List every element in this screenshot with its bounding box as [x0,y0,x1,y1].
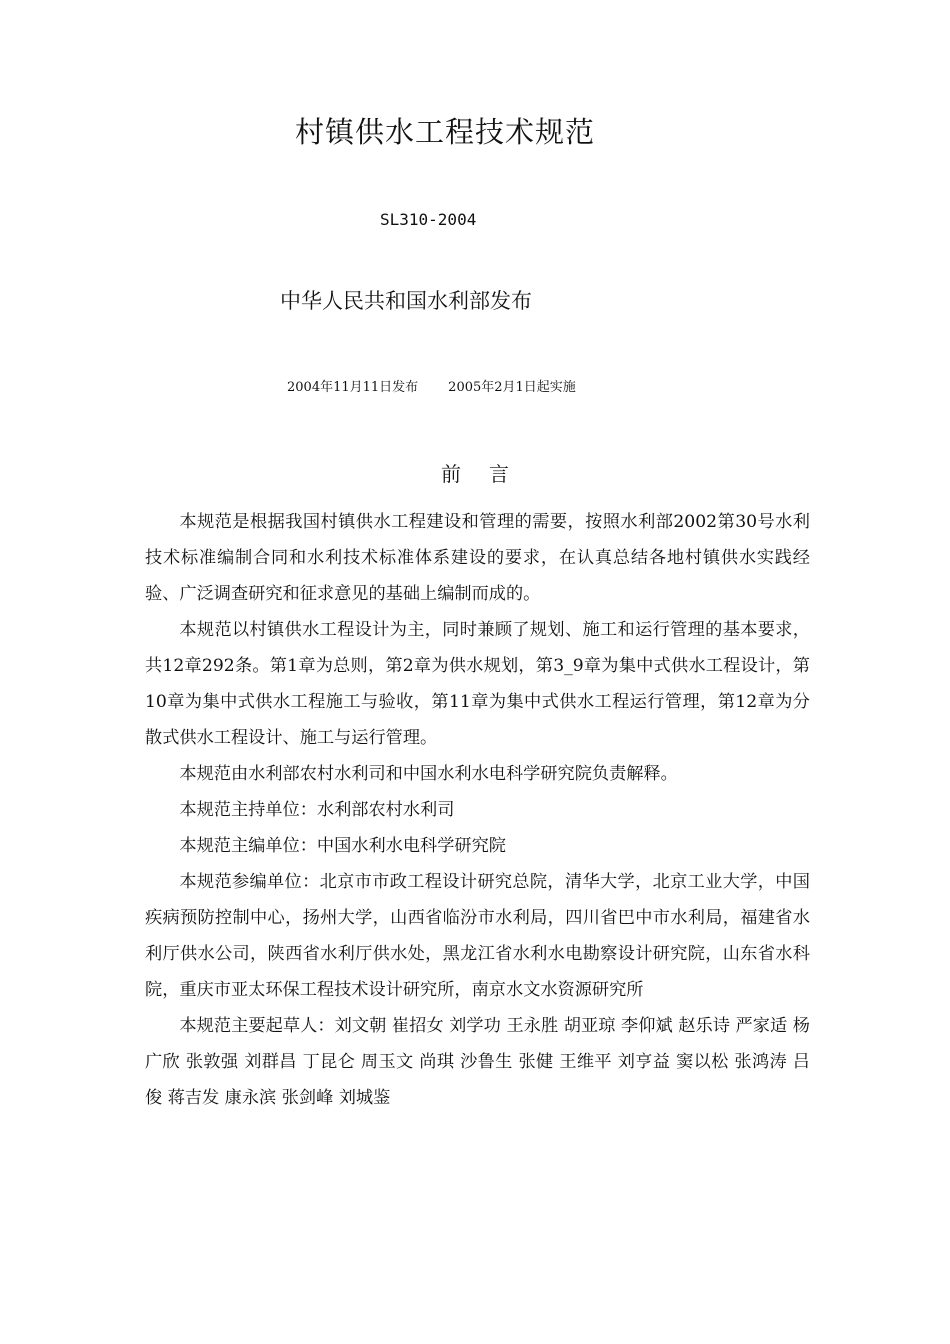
preface-paragraph: 本规范主持单位：水利部农村水利司 [179,800,455,820]
issue-date: 2004年11月11日发布 [287,380,419,395]
preface-paragraph: 本规范参编单位：北京市市政工程设计研究总院，清华大学，北京工业大学，中国疾病预防控制中心，扬州大学，山西省临汾市水利局，四川省巴中市水利局，福建省水利厅供水公司，陕西省水利厅供水处，黑龙江省水利水电勘察设计研究院，山东省水科院，重庆市亚太环保工程技术设计研究所，南京水文水资源研究所 [145,872,810,1000]
standard-code: SL310-2004 [380,210,477,229]
preface-heading-left: 前 [441,462,461,486]
document-title: 村镇供水工程技术规范 [294,115,595,149]
preface-heading [0,458,950,487]
publisher: 中华人民共和国水利部发布 [280,289,532,313]
preface-body [145,504,810,1116]
effective-date: 2005年2月1日起实施 [448,380,576,395]
preface-paragraph: 本规范是根据我国村镇供水工程建设和管理的需要，按照水利部2002第30号水利技术标准编制合同和水利技术标准体系建设的要求，在认真总结各地村镇供水实践经验、广泛调查研究和征求意见的基础上编制而成的。 [145,512,810,604]
preface-paragraph: 本规范由水利部农村水利司和中国水利水电科学研究院负责解释。 [179,764,678,784]
preface-heading-right: 言 [489,462,509,486]
preface-paragraph: 本规范主编单位：中国水利水电科学研究院 [179,836,506,856]
preface-paragraph: 本规范以村镇供水工程设计为主，同时兼顾了规划、施工和运行管理的基本要求，共12章292条。第1章为总则，第2章为供水规划，第3_9章为集中式供水工程设计，第10章为集中式供水工程施工与验收，第11章为集中式供水工程运行管理，第12章为分散式供水工程设计、施工与运行管理。 [145,620,810,748]
preface-paragraph: 本规范主要起草人：刘文朝 崔招女 刘学功 王永胜 胡亚琼 李仰斌 赵乐诗 严家适 杨广欣 张敦强 刘群昌 丁昆仑 周玉文 尚琪 沙鲁生 张健 王维平 刘亨益 窦以松 张鸿涛 吕俊 蒋吉发 康永滨 张剑峰 刘城鉴 [145,1016,810,1108]
date-line [287,376,576,395]
